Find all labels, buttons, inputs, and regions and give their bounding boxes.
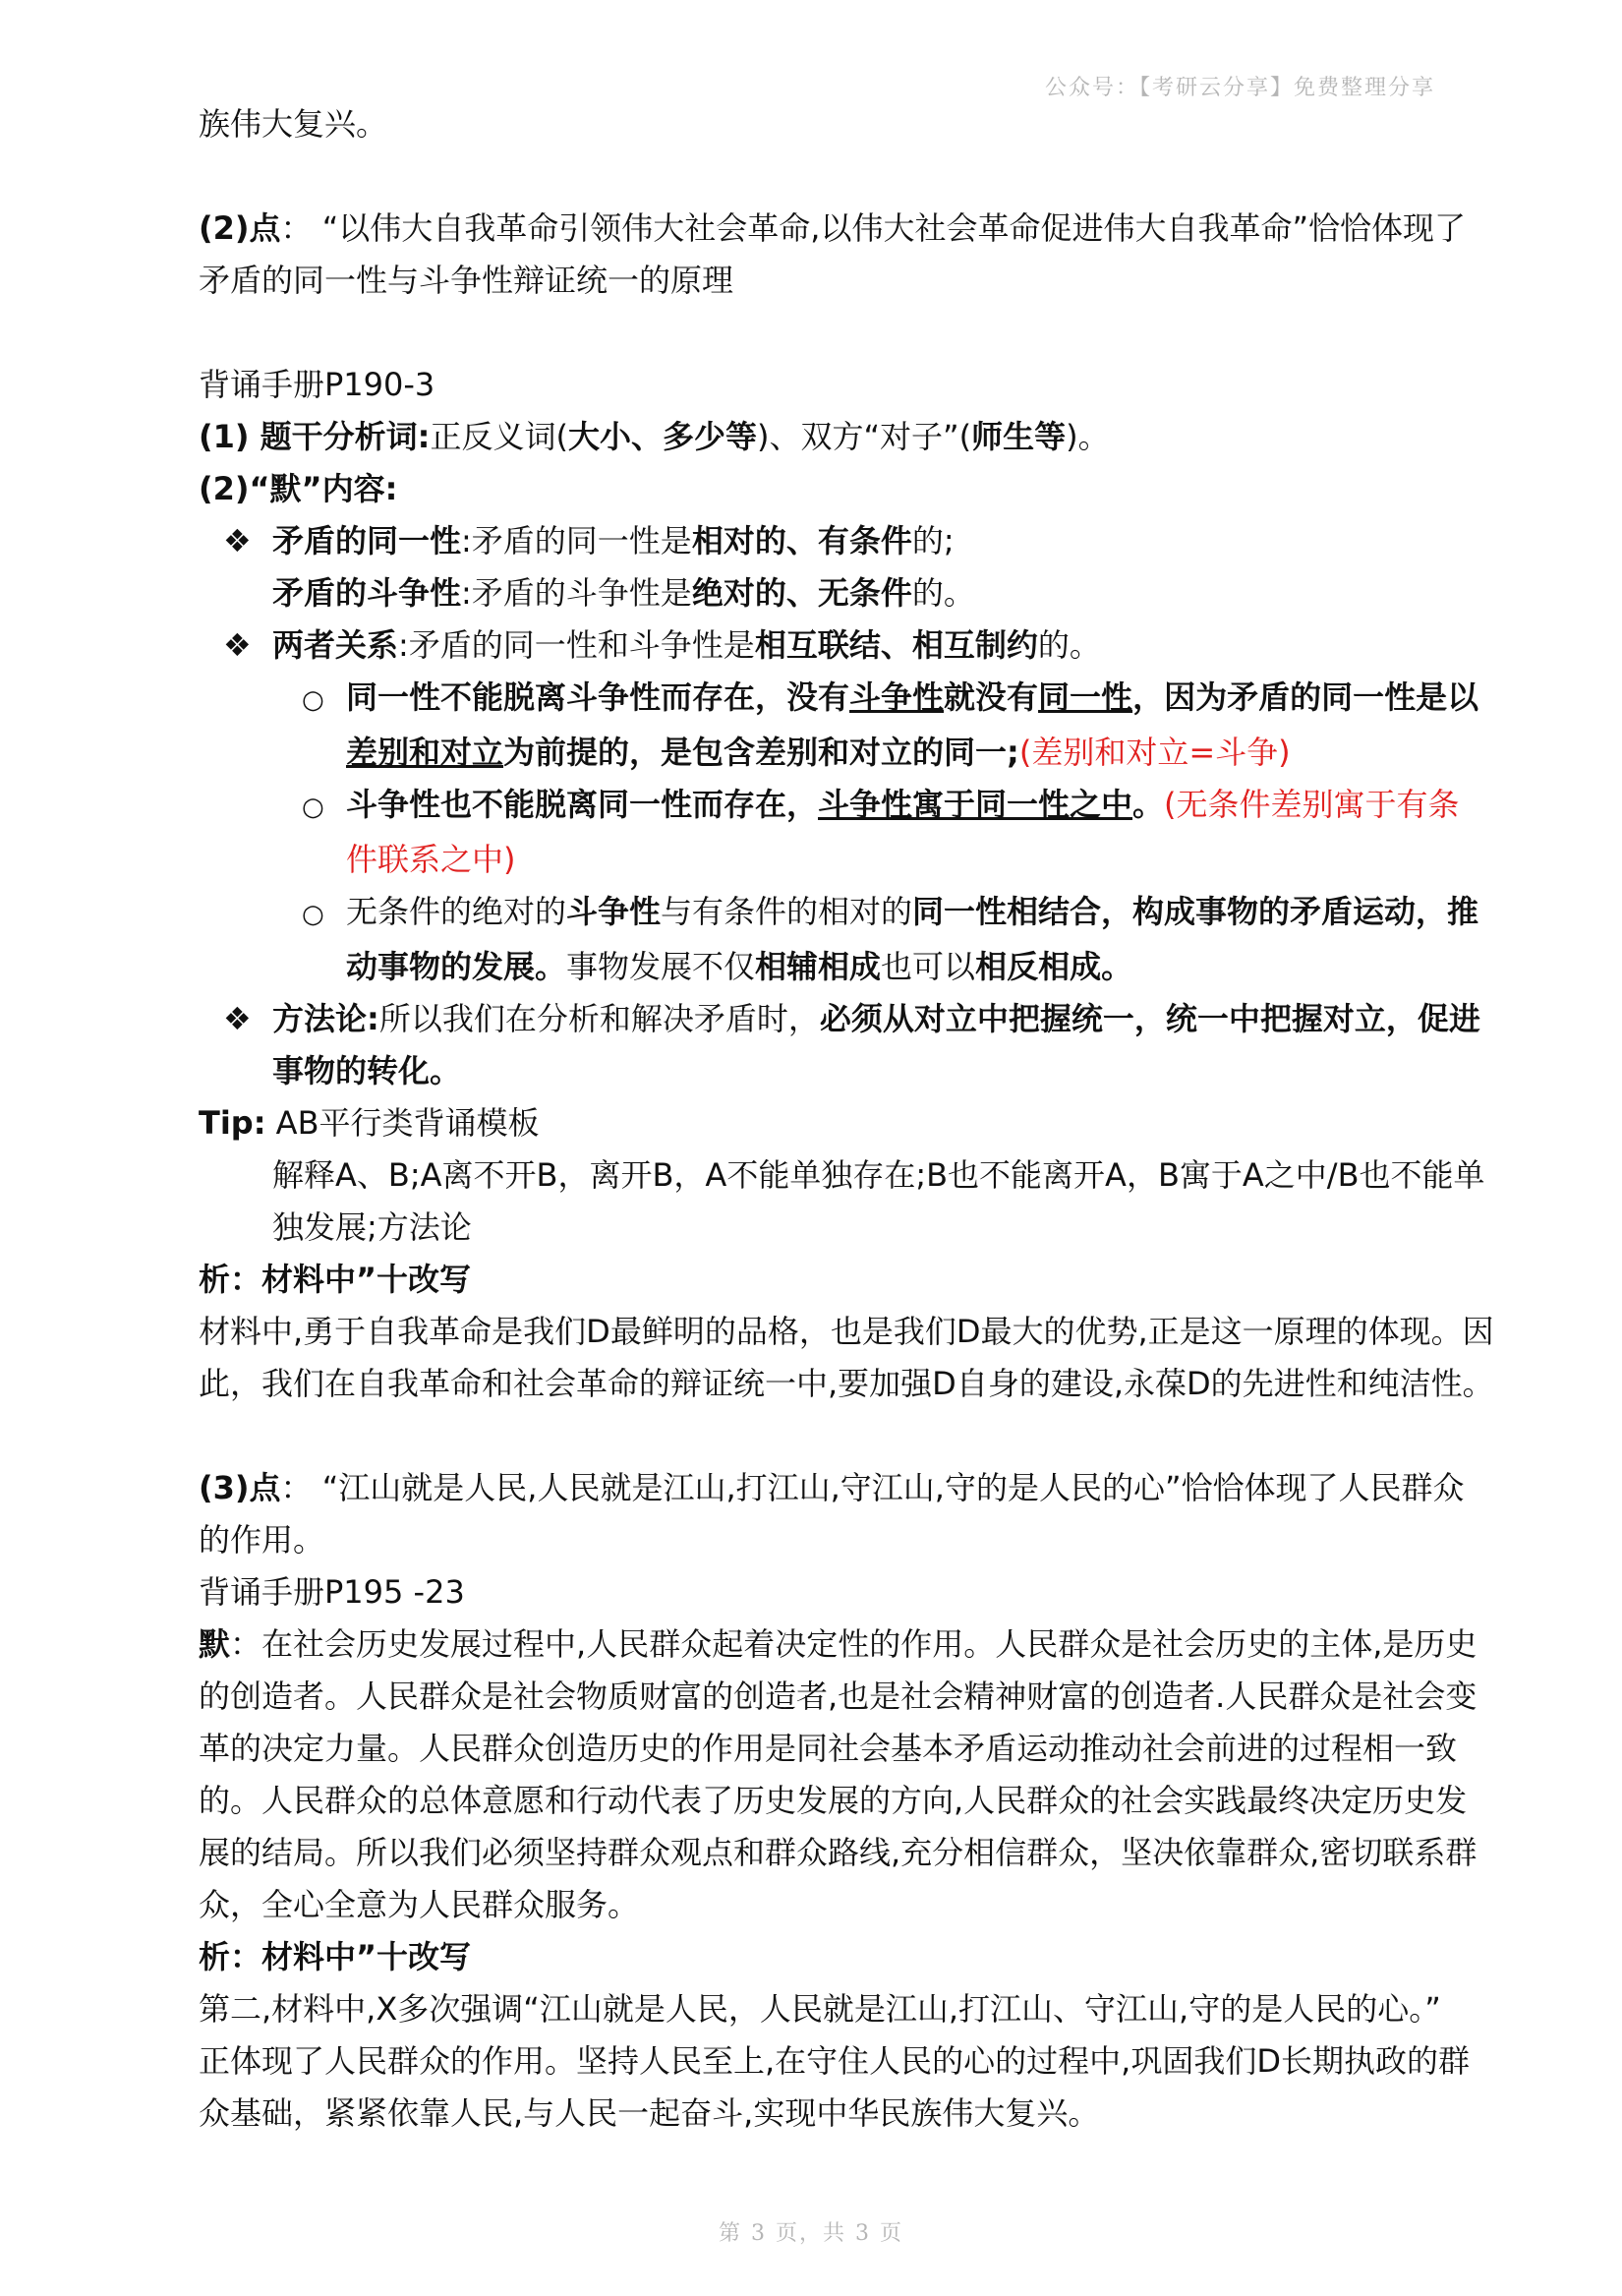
text-line: 革的决定力量。人民群众创造历史的作用是同社会基本矛盾运动推动社会前进的过程相一致	[199, 1730, 1458, 1767]
circle-bullet-icon: ○	[302, 900, 324, 929]
text-line: 众，全心全意为人民群众服务。	[199, 1886, 640, 1923]
bullet-item-method: ❖ 方法论:所以我们在分析和解决矛盾时，必须从对立中把握统一，统一中把握对立，促进	[199, 993, 1439, 1045]
text-line: 展的结局。所以我们必须坚持群众观点和群众路线,充分相信群众，坚决依靠群众,密切联系群	[199, 1834, 1477, 1871]
point-3-heading: (3)点： “江山就是人民,人民就是江山,打江山,守江山,守的是人民的心”恰恰体现了人民群众	[199, 1469, 1465, 1506]
sub-item-3-cont: 动事物的发展。事物发展不仅相辅相成也可以相反相成。	[346, 948, 1133, 985]
bullet-item-struggle: 矛盾的斗争性:矛盾的斗争性是绝对的、无条件的。	[272, 574, 975, 612]
sub-item-1-cont: 差别和对立为前提的，是包含差别和对立的同一;(差别和对立=斗争)	[346, 734, 1291, 771]
tip-line: Tip: AB平行类背诵模板	[199, 1104, 540, 1142]
tip-template-cont: 独发展;方法论	[272, 1208, 472, 1246]
memorize-line: 默：在社会历史发展过程中,人民群众起着决定性的作用。人民群众是社会历史的主体,是历史	[199, 1625, 1477, 1663]
diamond-bullet-icon: ❖	[223, 626, 252, 664]
text-line: 矛盾的同一性与斗争性辩证统一的原理	[199, 262, 734, 299]
diamond-bullet-icon: ❖	[223, 522, 252, 559]
bullet-item-relation: ❖ 两者关系:矛盾的同一性和斗争性是相互联结、相互制约的。	[199, 619, 1439, 672]
reference-line: 背诵手册P195 -23	[199, 1573, 465, 1611]
question-1: (1) 题干分析词:正反义词(大小、多少等)、双方“对子”(师生等)。	[199, 418, 1110, 455]
document-body	[199, 98, 1494, 2140]
text-line: 此，我们在自我革命和社会革命的辩证统一中,要加强D自身的建设,永葆D的先进性和纯洁性。	[199, 1365, 1494, 1402]
reference-line: 背诵手册P190-3	[199, 366, 435, 403]
sub-item-3: ○ 无条件的绝对的斗争性与有条件的相对的同一性相结合，构成事物的矛盾运动，推	[199, 886, 1439, 941]
sub-item-1: ○ 同一性不能脱离斗争性而存在，没有斗争性就没有同一性，因为矛盾的同一性是以	[199, 672, 1439, 727]
text-line: 材料中,勇于自我革命是我们D最鲜明的品格，也是我们D最大的优势,正是这一原理的体现。因	[199, 1313, 1494, 1350]
bullet-item-method-cont: 事物的转化。	[272, 1052, 462, 1089]
text-line: 族伟大复兴。	[199, 105, 388, 143]
diamond-bullet-icon: ❖	[223, 1000, 252, 1037]
circle-bullet-icon: ○	[302, 685, 324, 715]
text-line: 的作用。	[199, 1521, 325, 1559]
tip-template: 解释A、B;A离不开B，离开B，A不能单独存在;B也不能离开A，B寓于A之中/B也不能单	[272, 1156, 1485, 1194]
text-line: 第二,材料中,X多次强调“江山就是人民，人民就是江山,打江山、守江山,守的是人民的心。”	[199, 1990, 1441, 2028]
sub-item-2-cont: 件联系之中)	[346, 841, 516, 878]
analysis-heading: 析：材料中”十改写	[199, 1938, 472, 1975]
point-2-heading: (2)点： “以伟大自我革命引领伟大社会革命,以伟大社会革命促进伟大自我革命”恰恰体现了	[199, 209, 1467, 247]
bullet-item-identity: ❖ 矛盾的同一性:矛盾的同一性是相对的、有条件的;	[199, 515, 1439, 567]
analysis-heading: 析：材料中”十改写	[199, 1261, 472, 1298]
text-line: 众基础，紧紧依靠人民,与人民一起奋斗,实现中华民族伟大复兴。	[199, 2094, 1100, 2132]
text-line: 的。人民群众的总体意愿和行动代表了历史发展的方向,人民群众的社会实践最终决定历史发	[199, 1782, 1468, 1819]
sub-item-2: ○ 斗争性也不能脱离同一性而存在，斗争性寓于同一性之中。(无条件差别寓于有条	[199, 779, 1439, 834]
text-line: 正体现了人民群众的作用。坚持人民至上,在守住人民的心的过程中,巩固我们D长期执政的群	[199, 2042, 1470, 2080]
question-2: (2)“默”内容:	[199, 470, 398, 507]
text-line: 的创造者。人民群众是社会物质财富的创造者,也是社会精神财富的创造者.人民群众是社会变	[199, 1678, 1477, 1715]
circle-bullet-icon: ○	[302, 793, 324, 822]
page-header: 公众号：【考研云分享】免费整理分享	[1044, 76, 1435, 100]
page-footer: 第 3 页，共 3 页	[719, 2221, 903, 2246]
